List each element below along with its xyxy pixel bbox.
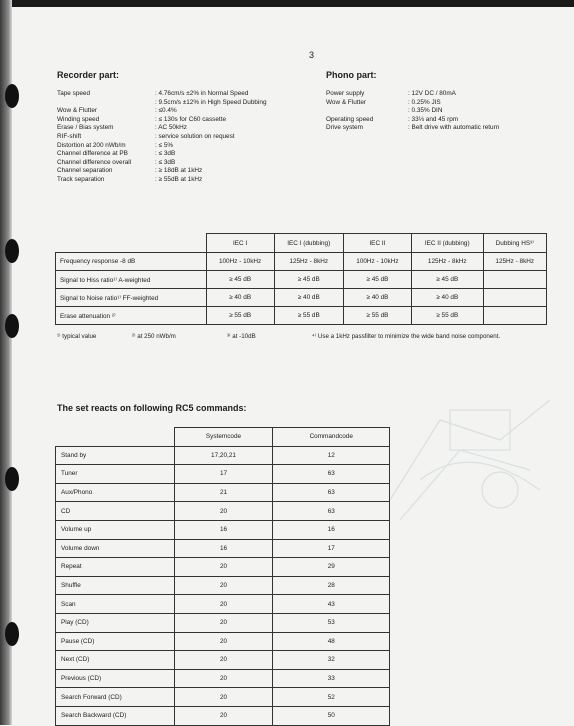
table-row xyxy=(56,632,390,651)
spec-row xyxy=(57,150,267,159)
table-cell: 48 xyxy=(273,632,390,651)
spec-label: RIF-shift xyxy=(57,132,82,140)
row-label: Signal to Hiss ratio¹⁾ A-weighted xyxy=(56,271,207,289)
column-header xyxy=(56,234,207,253)
spec-label xyxy=(326,107,408,116)
spec-value: : ≤ 5% xyxy=(155,141,174,149)
spec-row xyxy=(57,142,267,151)
table-header-row xyxy=(56,234,547,253)
table-cell: 43 xyxy=(273,595,390,614)
row-label: Search Forward (CD) xyxy=(56,688,175,707)
table-cell: ≥ 55 dB xyxy=(412,307,484,325)
table-cell: 50 xyxy=(273,706,390,725)
rc5-table xyxy=(55,427,390,726)
table-cell: 63 xyxy=(273,465,390,484)
row-label: Aux/Phono xyxy=(56,483,175,502)
table-row xyxy=(56,558,390,577)
column-header: Dubbing HS³⁾ xyxy=(483,234,547,253)
spec-label: Power supply xyxy=(326,90,365,97)
table-cell: ≥ 55 dB xyxy=(343,307,411,325)
spec-value: : AC 50kHz xyxy=(155,124,187,132)
table-cell: 100Hz - 10kHz xyxy=(343,253,411,271)
row-label: Repeat xyxy=(56,558,175,577)
table-row xyxy=(56,613,390,632)
table-cell: 33 xyxy=(273,669,390,688)
spec-value: : service solution on request xyxy=(155,132,235,140)
row-label: Tuner xyxy=(56,465,175,484)
spec-row xyxy=(57,176,267,185)
table-row xyxy=(56,688,390,707)
spec-value: : 33⅓ and 45 rpm xyxy=(408,115,459,123)
row-label: Signal to Noise ratio¹⁾ FF-weighted xyxy=(56,289,207,307)
punch-hole xyxy=(5,314,19,338)
table-cell: 17,20,21 xyxy=(174,446,273,465)
spec-label: Track separation xyxy=(57,175,105,183)
table-cell: 125Hz - 8kHz xyxy=(412,253,484,271)
table-cell: ≥ 45 dB xyxy=(343,271,411,289)
spec-label: Tape speed xyxy=(57,90,91,97)
table-row xyxy=(56,706,390,725)
spec-table xyxy=(55,233,547,325)
table-row xyxy=(56,502,390,521)
spec-value: : ≥ 55dB at 1kHz xyxy=(155,175,203,183)
column-header: IEC II (dubbing) xyxy=(412,234,484,253)
spec-label: Erase / Bias system xyxy=(57,124,114,132)
table-cell: 20 xyxy=(174,669,273,688)
table-cell: ≥ 55 dB xyxy=(274,307,343,325)
table-cell: ≥ 40 dB xyxy=(343,289,411,307)
table-row xyxy=(56,307,547,325)
punch-hole xyxy=(5,467,19,491)
spec-label: Distortion at 200 nWb/m xyxy=(57,141,126,149)
footnote: ²⁾ at 250 nWb/m xyxy=(132,333,176,340)
table-cell: ≥ 40 dB xyxy=(274,289,343,307)
table-cell: ≥ 45 dB xyxy=(274,271,343,289)
table-cell: 20 xyxy=(174,613,273,632)
table-cell: 20 xyxy=(174,558,273,577)
table-row xyxy=(56,520,390,539)
table-cell: 16 xyxy=(273,520,390,539)
spec-value: : 9.5cm/s ±12% in High Speed Dubbing xyxy=(155,98,267,106)
spec-row xyxy=(326,116,499,125)
table-row xyxy=(56,595,390,614)
table-cell xyxy=(483,271,547,289)
table-cell: 12 xyxy=(273,446,390,465)
column-header: IEC I xyxy=(206,234,274,253)
table-row xyxy=(56,483,390,502)
spec-value: : 0.25% JIS xyxy=(408,98,441,106)
table-cell: ≥ 55 dB xyxy=(206,307,274,325)
footnote: ⁴⁾ Use a 1kHz passfilter to minimize the wide band noise component. xyxy=(312,333,501,340)
row-label: Erase attenuation ²⁾ xyxy=(56,307,207,325)
table-cell: 125Hz - 8kHz xyxy=(274,253,343,271)
table-row xyxy=(56,289,547,307)
table-cell: ≥ 45 dB xyxy=(206,271,274,289)
punch-hole xyxy=(5,622,19,646)
table-row xyxy=(56,669,390,688)
table-cell: 20 xyxy=(174,688,273,707)
rc5-title: The set reacts on following RC5 commands: xyxy=(57,403,247,413)
table-cell: 28 xyxy=(273,576,390,595)
table-cell: ≥ 40 dB xyxy=(206,289,274,307)
table-cell: 20 xyxy=(174,651,273,670)
spec-label: Wow & Flutter xyxy=(326,98,367,106)
footnote: ³⁾ at -10dB xyxy=(227,333,256,340)
spec-row xyxy=(57,124,267,133)
spec-row xyxy=(57,167,267,176)
table-row xyxy=(56,651,390,670)
table-row xyxy=(56,271,547,289)
table-row xyxy=(56,576,390,595)
table-cell: 20 xyxy=(174,595,273,614)
row-label: Stand by xyxy=(56,446,175,465)
table-cell: 125Hz - 8kHz xyxy=(483,253,547,271)
row-label: Volume up xyxy=(56,520,175,539)
row-label: CD xyxy=(56,502,175,521)
table-cell: 20 xyxy=(174,576,273,595)
spec-label: Wow & Flutter xyxy=(57,107,98,115)
table-cell: 17 xyxy=(174,465,273,484)
column-header: IEC II xyxy=(343,234,411,253)
watermark-illustration xyxy=(380,380,560,530)
spec-row xyxy=(57,133,267,142)
table-header-row xyxy=(56,428,390,447)
phono-spec-list xyxy=(326,90,499,133)
table-row xyxy=(56,539,390,558)
column-header: IEC I (dubbing) xyxy=(274,234,343,253)
spec-value: : 12V DC / 80mA xyxy=(408,90,456,97)
spec-row xyxy=(57,107,267,116)
table-row xyxy=(56,253,547,271)
table-cell xyxy=(483,289,547,307)
spec-row xyxy=(326,124,499,133)
spec-value: : 4.76cm/s ±2% in Normal Speed xyxy=(155,90,249,97)
table-cell: 16 xyxy=(174,539,273,558)
table-cell: ≥ 40 dB xyxy=(412,289,484,307)
recorder-spec-list xyxy=(57,90,267,185)
table-cell: 20 xyxy=(174,502,273,521)
page-number: 3 xyxy=(309,50,315,60)
binding-edge xyxy=(0,0,12,725)
spec-value: : 0.35% DIN xyxy=(408,107,443,115)
row-label: Next (CD) xyxy=(56,651,175,670)
row-label: Frequency response -8 dB xyxy=(56,253,207,271)
row-label: Search Backward (CD) xyxy=(56,706,175,725)
column-header: Commandcode xyxy=(273,428,390,447)
punch-hole xyxy=(5,84,19,108)
table-cell: 53 xyxy=(273,613,390,632)
spec-value: : Belt drive with automatic return xyxy=(408,124,500,132)
spec-label: Drive system xyxy=(326,124,363,132)
punch-hole xyxy=(5,239,19,263)
table-row xyxy=(56,465,390,484)
phono-title: Phono part: xyxy=(326,70,377,80)
table-cell: 32 xyxy=(273,651,390,670)
spec-label: Winding speed xyxy=(57,115,100,123)
table-cell: 20 xyxy=(174,632,273,651)
spec-value: : ≤ 3dB xyxy=(155,158,176,166)
spec-row xyxy=(57,99,267,108)
spec-row xyxy=(57,90,267,99)
table-cell: 21 xyxy=(174,483,273,502)
spec-value: : ≤ 130s for C60 cassette xyxy=(155,115,226,123)
row-label: Volume down xyxy=(56,539,175,558)
spec-value: : ≤ 3dB xyxy=(155,150,176,158)
spec-row xyxy=(57,116,267,125)
spec-label: Channel separation xyxy=(57,167,113,175)
spec-label: Channel difference at PB xyxy=(57,150,128,158)
recorder-title: Recorder part: xyxy=(57,70,120,80)
spec-row xyxy=(326,99,499,108)
footnote: ¹⁾ typical value xyxy=(57,333,97,340)
column-header: Systemcode xyxy=(174,428,273,447)
table-cell: 16 xyxy=(174,520,273,539)
spec-row xyxy=(57,159,267,168)
spec-label xyxy=(57,99,155,108)
table-cell: 63 xyxy=(273,483,390,502)
spec-row xyxy=(326,107,499,116)
spec-label: Operating speed xyxy=(326,115,374,123)
table-cell xyxy=(483,307,547,325)
table-cell: 52 xyxy=(273,688,390,707)
row-label: Scan xyxy=(56,595,175,614)
spec-label: Channel difference overall xyxy=(57,158,132,166)
column-header xyxy=(56,428,175,447)
table-cell: 63 xyxy=(273,502,390,521)
spec-row xyxy=(326,90,499,99)
spec-value: : ≥ 18dB at 1kHz xyxy=(155,167,203,175)
table-cell: 29 xyxy=(273,558,390,577)
table-cell: 20 xyxy=(174,706,273,725)
table-cell: 100Hz - 10kHz xyxy=(206,253,274,271)
row-label: Shuffle xyxy=(56,576,175,595)
table-row xyxy=(56,446,390,465)
table-cell: ≥ 45 dB xyxy=(412,271,484,289)
row-label: Previous (CD) xyxy=(56,669,175,688)
row-label: Pause (CD) xyxy=(56,632,175,651)
top-edge xyxy=(0,0,574,7)
table-cell: 17 xyxy=(273,539,390,558)
row-label: Play (CD) xyxy=(56,613,175,632)
spec-value: : ≤0.4% xyxy=(155,107,177,115)
